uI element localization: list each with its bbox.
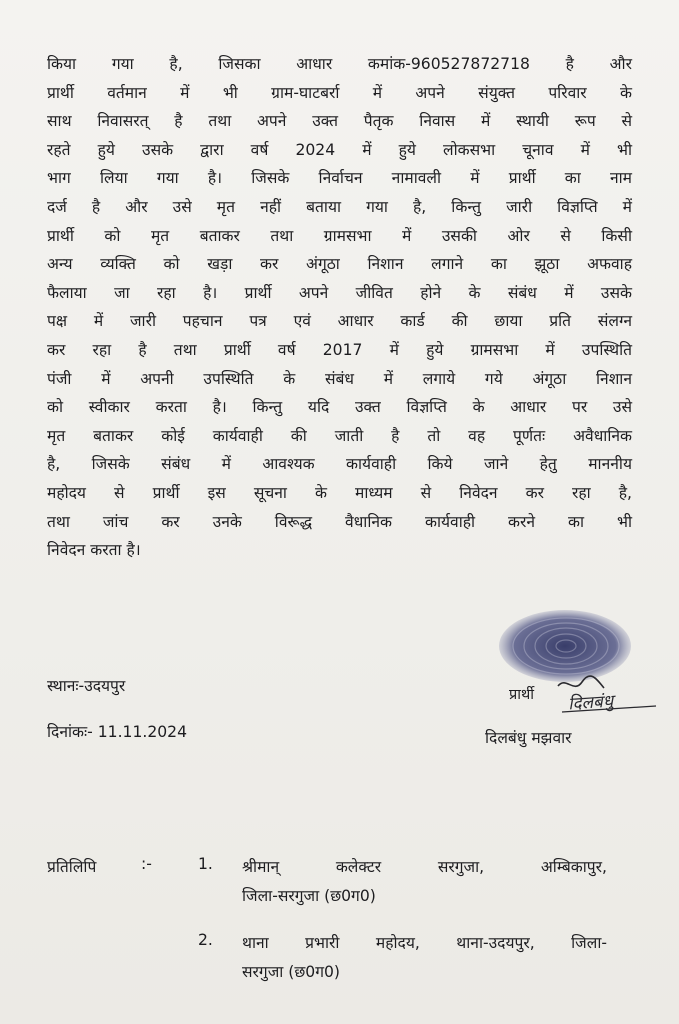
body-line: प्रार्थी को मृत बताकर तथा ग्रामसभा में उसकी ओर से किसी [47, 226, 632, 245]
applicant-label: प्रार्थी [509, 687, 535, 703]
copy-item-line: थाना प्रभारी महोदय, थाना-उदयपुर, जिला- [242, 934, 607, 952]
date-line: दिनांकः- 11.11.2024 [47, 723, 188, 741]
copy-item-number: 2. [198, 931, 213, 949]
body-line: फैलाया जा रहा है। प्रार्थी अपने जीवित होने के संबंध में उसके [47, 283, 632, 302]
copy-item-line: जिला-सरगुजा (छ0ग0) [242, 887, 376, 905]
place-line: स्थानः-उदयपुर [47, 677, 126, 695]
signer-name: दिलबंधु मझवार [485, 729, 572, 747]
body-line: साथ निवासरत् है तथा अपने उक्त पैतृक निवास में स्थायी रूप से [47, 112, 632, 131]
body-line: किया गया है, जिसका आधार कमांक-960527872718 है और [47, 55, 632, 73]
copy-to-separator: :- [141, 855, 152, 873]
body-line: अन्य व्यक्ति को खड़ा कर अंगूठा निशान लगाने का झूठा अफवाह [47, 255, 632, 274]
letter-body [47, 50, 632, 565]
copy-item-line: श्रीमान् कलेक्टर सरगुजा, अम्बिकापुर, [242, 858, 607, 876]
body-line: महोदय से प्रार्थी इस सूचना के माध्यम से निवेदन कर रहा है, [47, 483, 632, 502]
signature-text: दिलबंधु [567, 691, 614, 715]
copy-to-label: प्रतिलिपि [47, 858, 97, 876]
body-line: प्रार्थी वर्तमान में भी ग्राम-घाटबर्रा में अपने संयुक्त परिवार के [47, 83, 632, 102]
body-line: भाग लिया गया है। जिसके निर्वाचन नामावली में प्रार्थी का नाम [47, 169, 632, 188]
copy-item-line: सरगुजा (छ0ग0) [242, 963, 340, 981]
body-line: रहते हुये उसके द्वारा वर्ष 2024 में हुये लोकसभा चूनाव में भी [47, 140, 632, 159]
body-line: पक्ष में जारी पहचान पत्र एवं आधार कार्ड की छाया प्रति संलग्न [47, 312, 632, 331]
body-line: तथा जांच कर उनके विरूद्ध वैधानिक कार्यवाही करने का भी [47, 512, 632, 531]
body-line: मृत बताकर कोई कार्यवाही की जाती है तो वह पूर्णतः अवैधानिक [47, 426, 632, 445]
body-line: है, जिसके संबंध में आवश्यक कार्यवाही किये जाने हेतु माननीय [47, 455, 632, 474]
copy-item-number: 1. [198, 855, 213, 873]
body-line: दर्ज है और उसे मृत नहीं बताया गया है, किन्तु जारी विज्ञप्ति में [47, 197, 632, 216]
body-line: को स्वीकार करता है। किन्तु यदि उक्त विज्ञप्ति के आधार पर उसे [47, 398, 632, 417]
body-line: निवेदन करता है। [47, 541, 141, 560]
body-line: कर रहा है तथा प्रार्थी वर्ष 2017 में हुये ग्रामसभा में उपस्थिति [47, 340, 632, 359]
body-line: पंजी में अपनी उपस्थिति के संबंध में लगाये गये अंगूठा निशान [47, 369, 632, 388]
